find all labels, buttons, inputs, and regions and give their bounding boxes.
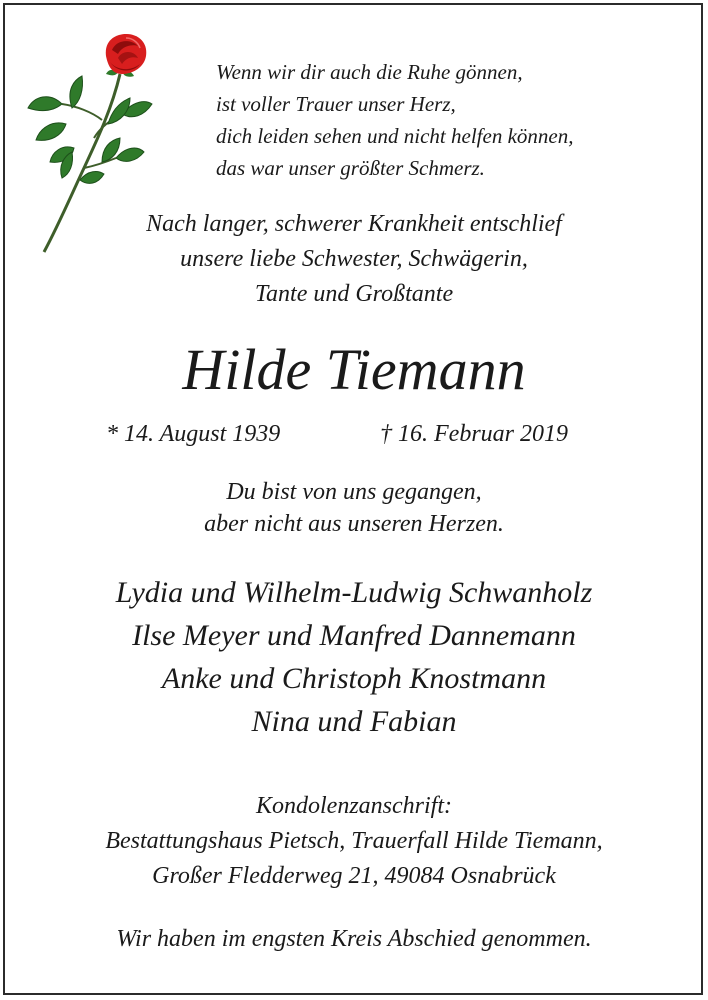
quote-line: aber nicht aus unseren Herzen. <box>204 511 504 537</box>
rose-stem-branch <box>62 104 102 120</box>
birth-date: * 14. August 1939 <box>106 421 281 447</box>
poem-line: Wenn wir dir auch die Ruhe gönnen, <box>216 60 523 84</box>
mourner-entry: Lydia und Wilhelm-Ludwig Schwanholz <box>115 576 593 609</box>
poem-line: ist voller Trauer unser Herz, <box>216 92 456 116</box>
intro-line: Tante und Großtante <box>254 281 454 307</box>
mourner-entry: Ilse Meyer und Manfred Dannemann <box>132 619 576 652</box>
condolence-heading: Kondolenzanschrift: <box>256 793 452 819</box>
rose-leaf <box>28 97 62 111</box>
deceased-name: Hilde Tiemann <box>182 337 526 402</box>
poem <box>216 56 573 184</box>
rose-leaf <box>116 148 144 161</box>
intro-line: Nach langer, schwerer Krankheit entschlief <box>146 211 562 237</box>
mourners-list <box>0 571 708 743</box>
condolence-line: Bestattungshaus Pietsch, Trauerfall Hilde Tiemann, <box>105 828 603 854</box>
intro-text <box>0 207 708 312</box>
poem-line: das war unser größter Schmerz. <box>216 156 485 180</box>
mourner-entry: Nina und Fabian <box>251 705 457 738</box>
condolence-line: Großer Fledderweg 21, 49084 Osnabrück <box>152 863 556 889</box>
intro-line: unsere liebe Schwester, Schwägerin, <box>180 246 528 272</box>
death-date: † 16. Februar 2019 <box>380 421 568 447</box>
life-dates <box>0 416 708 452</box>
poem-line: dich leiden sehen und nicht helfen können, <box>216 124 574 148</box>
closing-note: Wir haben im engsten Kreis Abschied genommen. <box>116 926 592 952</box>
mourner-entry: Anke und Christoph Knostmann <box>161 662 547 695</box>
memorial-quote <box>0 476 708 540</box>
rose-leaf <box>36 123 66 140</box>
condolence-address <box>0 789 708 894</box>
rose-leaf <box>80 172 104 184</box>
rose-leaf <box>70 76 83 108</box>
quote-line: Du bist von uns gegangen, <box>226 479 482 505</box>
